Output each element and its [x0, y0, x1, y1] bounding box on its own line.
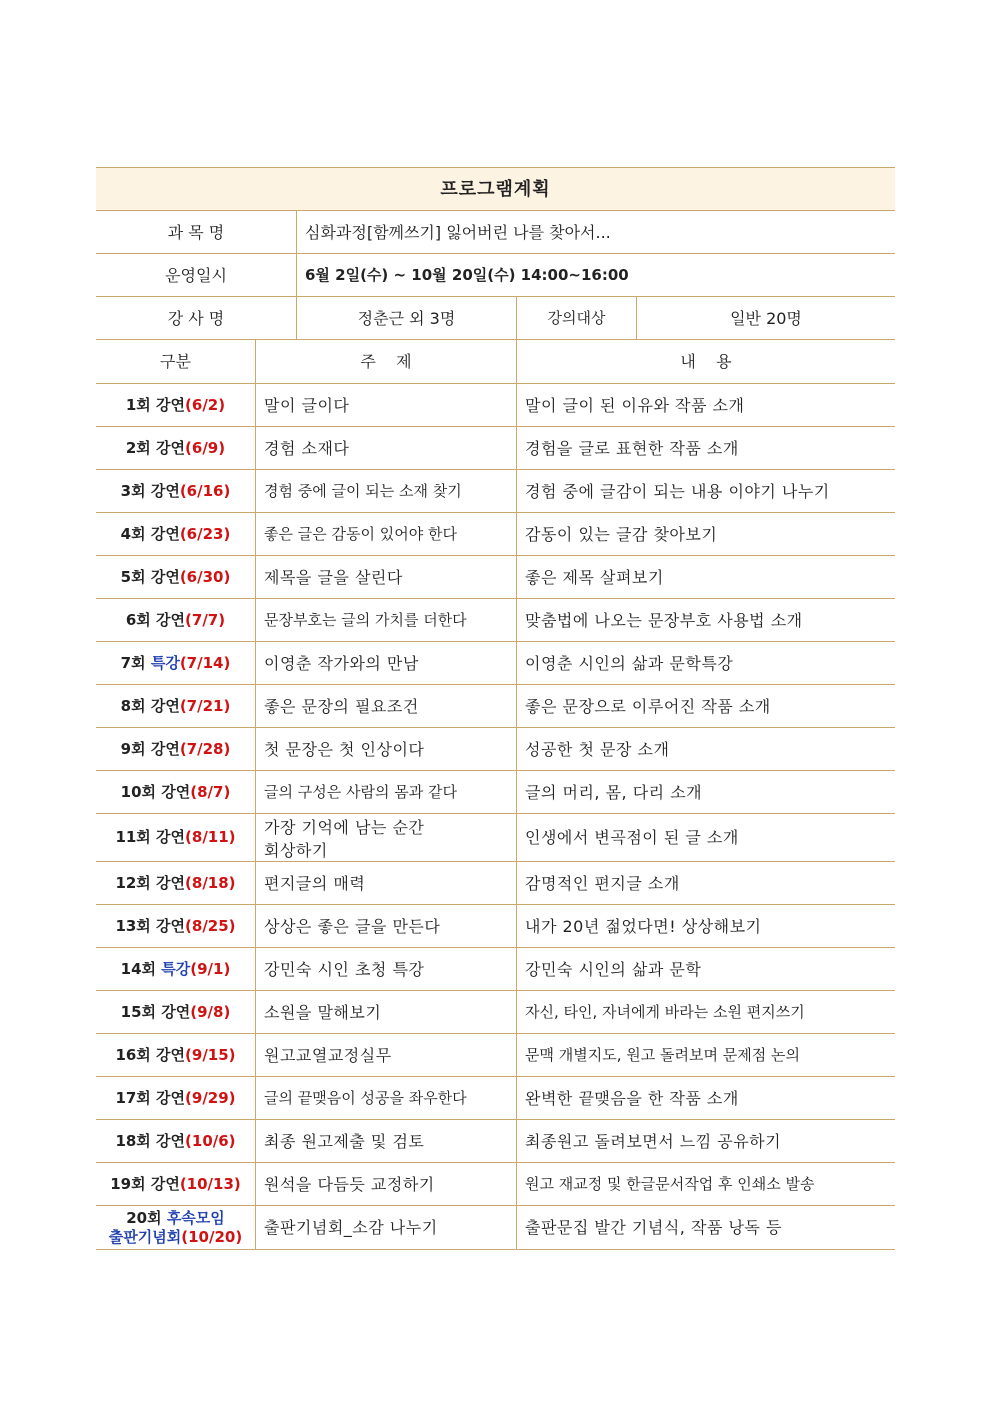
- table-row: [96, 948, 895, 991]
- session-label: 14회 특강 (9/1): [120, 959, 231, 978]
- session-topic: 소원을 말해보기: [255, 991, 516, 1033]
- table-row: [96, 862, 895, 905]
- table-row: [96, 513, 895, 556]
- session-topic: 편지글의 매력: [255, 862, 516, 904]
- session-topic: 좋은 글은 감동이 있어야 한다: [255, 513, 516, 555]
- session-content: 이영춘 시인의 삶과 문학특강: [516, 642, 895, 684]
- session-topic: 첫 문장은 첫 인상이다: [255, 728, 516, 770]
- session-label: 11회 강연 (8/11): [115, 828, 236, 846]
- session-topic: 원석을 다듬듯 교정하기: [255, 1163, 516, 1205]
- target-value: 일반 20명: [636, 297, 895, 339]
- session-topic: 원고교열교정실무: [255, 1034, 516, 1076]
- instructor-label: 강 사 명: [167, 308, 225, 328]
- session-content: 문맥 개별지도, 원고 돌려보며 문제점 논의: [516, 1034, 895, 1076]
- table-row: [96, 685, 895, 728]
- session-label: 13회 강연 (8/25): [115, 916, 236, 935]
- table-row: [96, 599, 895, 642]
- session-content: 맞춤법에 나오는 문장부호 사용법 소개: [516, 599, 895, 641]
- session-label: 1회 강연 (6/2): [125, 395, 226, 414]
- session-content: 감동이 있는 글감 찾아보기: [516, 513, 895, 555]
- session-label: 12회 강연 (8/18): [115, 873, 236, 892]
- session-content: 성공한 첫 문장 소개: [516, 728, 895, 770]
- session-topic: 제목을 글을 살린다: [255, 556, 516, 598]
- session-topic: 문장부호는 글의 가치를 더한다: [255, 599, 516, 641]
- table-row: [96, 1077, 895, 1120]
- course-label: 과 목 명: [167, 222, 225, 242]
- session-content: 자신, 타인, 자녀에게 바라는 소원 편지쓰기: [516, 991, 895, 1033]
- table-row: [96, 991, 895, 1034]
- column-header-row: [96, 340, 895, 384]
- session-content: 최종원고 돌려보면서 느낌 공유하기: [516, 1120, 895, 1162]
- session-label: 4회 강연 (6/23): [120, 524, 231, 543]
- table-row: [96, 1163, 895, 1206]
- table-row: [96, 470, 895, 513]
- session-topic: 출판기념회_소감 나누기: [255, 1206, 516, 1249]
- session-topic: 글의 구성은 사람의 몸과 같다: [255, 771, 516, 813]
- session-content: 경험 중에 글감이 되는 내용 이야기 나누기: [516, 470, 895, 512]
- session-content: 글의 머리, 몸, 다리 소개: [516, 771, 895, 813]
- session-label: 15회 강연 (9/8): [120, 1002, 231, 1021]
- session-content: 출판문집 발간 기념식, 작품 낭독 등: [516, 1206, 895, 1249]
- table-title: 프로그램계획: [440, 178, 551, 200]
- session-topic: 강민숙 시인 초청 특강: [255, 948, 516, 990]
- session-label: 9회 강연 (7/28): [120, 739, 231, 758]
- instructor-row: [96, 297, 895, 340]
- table-row: [96, 814, 895, 862]
- session-label: 2회 강연 (6/9): [125, 438, 226, 457]
- session-label: 20회 후속모임 출판기념회(10/20): [108, 1208, 243, 1246]
- session-label: 18회 강연 (10/6): [115, 1131, 236, 1150]
- session-label: 7회 특강 (7/14): [120, 653, 231, 672]
- session-label: 3회 강연 (6/16): [120, 481, 231, 500]
- table-row: [96, 642, 895, 685]
- session-content: 완벽한 끝맺음을 한 작품 소개: [516, 1077, 895, 1119]
- session-topic: 이영춘 작가와의 만남: [255, 642, 516, 684]
- header-no: 구분: [160, 352, 191, 371]
- session-topic: 좋은 문장의 필요조건: [255, 685, 516, 727]
- table-row: [96, 1034, 895, 1077]
- course-value: 심화과정[함께쓰기] 잃어버린 나를 찾아서...: [296, 211, 895, 253]
- session-label: 10회 강연 (8/7): [120, 782, 231, 801]
- session-label: 6회 강연 (7/7): [125, 610, 226, 629]
- table-row: [96, 427, 895, 470]
- schedule-value: 6월 2일(수) ~ 10월 20일(수) 14:00~16:00: [296, 254, 895, 296]
- session-content: 말이 글이 된 이유와 작품 소개: [516, 384, 895, 426]
- header-content: 내 용: [516, 340, 895, 383]
- session-label: 17회 강연 (9/29): [115, 1088, 236, 1107]
- table-row: [96, 556, 895, 599]
- session-topic: 경험 소재다: [255, 427, 516, 469]
- table-row: [96, 384, 895, 427]
- session-topic: 경험 중에 글이 되는 소재 찾기: [255, 470, 516, 512]
- table-row: [96, 1120, 895, 1163]
- session-label: 19회 강연 (10/13): [110, 1174, 241, 1193]
- table-title-row: [96, 167, 895, 211]
- session-content: 좋은 제목 살펴보기: [516, 556, 895, 598]
- session-content: 원고 재교정 및 한글문서작업 후 인쇄소 발송: [516, 1163, 895, 1205]
- schedule-label: 운영일시: [165, 265, 227, 285]
- header-topic: 주 제: [255, 340, 516, 383]
- session-topic: 최종 원고제출 및 검토: [255, 1120, 516, 1162]
- session-content: 감명적인 편지글 소개: [516, 862, 895, 904]
- course-row: [96, 211, 895, 254]
- session-label: 5회 강연 (6/30): [120, 567, 231, 586]
- schedule-row: [96, 254, 895, 297]
- program-plan-table: [96, 167, 895, 1250]
- session-topic: 가장 기억에 남는 순간 회상하기: [255, 814, 516, 861]
- session-content: 좋은 문장으로 이루어진 작품 소개: [516, 685, 895, 727]
- session-topic: 상상은 좋은 글을 만든다: [255, 905, 516, 947]
- session-content: 인생에서 변곡점이 된 글 소개: [516, 814, 895, 861]
- session-topic: 말이 글이다: [255, 384, 516, 426]
- instructor-value: 정춘근 외 3명: [296, 297, 516, 339]
- table-row: [96, 771, 895, 814]
- session-content: 내가 20년 젊었다면! 상상해보기: [516, 905, 895, 947]
- session-content: 강민숙 시인의 삶과 문학: [516, 948, 895, 990]
- session-topic: 글의 끝맺음이 성공을 좌우한다: [255, 1077, 516, 1119]
- table-row: [96, 905, 895, 948]
- session-label: 8회 강연 (7/21): [120, 696, 231, 715]
- session-label: 16회 강연 (9/15): [115, 1045, 236, 1064]
- table-row: [96, 1206, 895, 1250]
- session-content: 경험을 글로 표현한 작품 소개: [516, 427, 895, 469]
- target-label: 강의대상: [516, 297, 636, 339]
- table-row: [96, 728, 895, 771]
